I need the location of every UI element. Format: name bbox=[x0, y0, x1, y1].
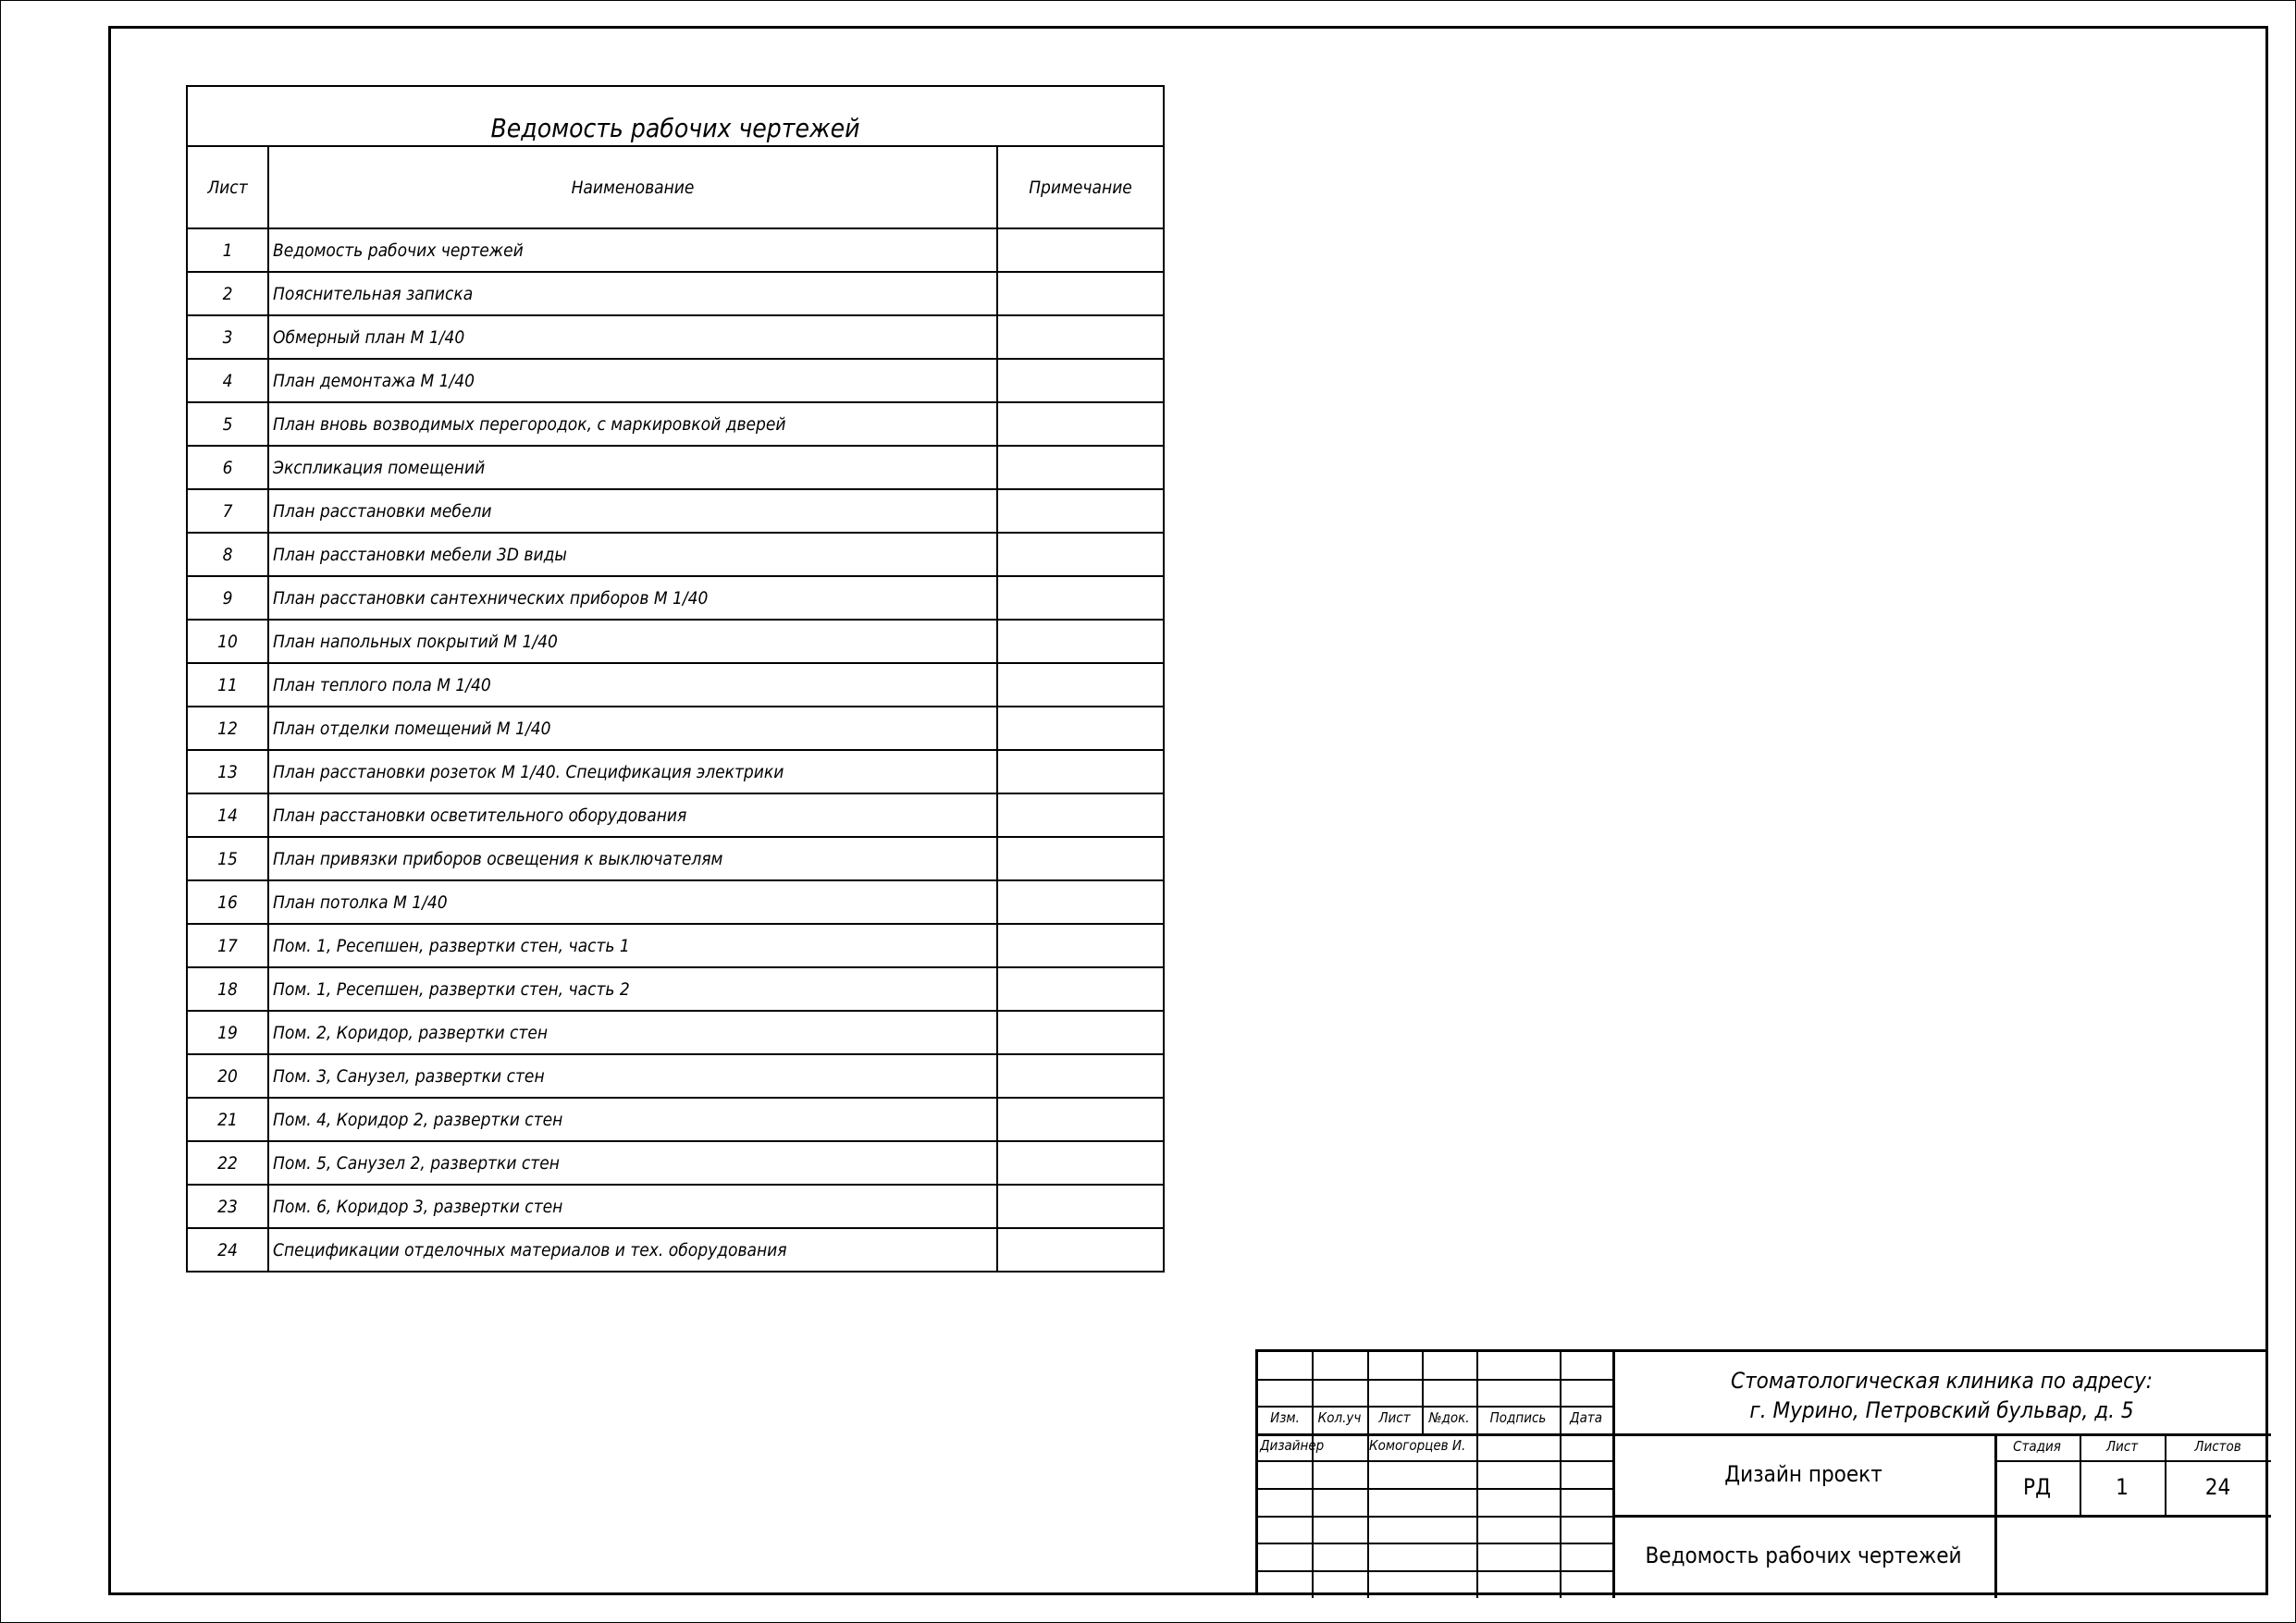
header-name: Наименование bbox=[268, 146, 997, 228]
person-name: Комогорцев И. bbox=[1369, 1437, 1466, 1454]
table-row bbox=[187, 793, 1164, 837]
object-line-1: Стоматологическая клиника по адресу: bbox=[1731, 1368, 2153, 1394]
table-row bbox=[187, 924, 1164, 967]
row-sheet-note bbox=[997, 1011, 1164, 1054]
row-sheet-name: Экспликация помещений bbox=[268, 446, 997, 489]
row-sheet-note bbox=[997, 1054, 1164, 1098]
row-sheet-number: 16 bbox=[187, 880, 268, 924]
row-sheet-name: План расстановки розеток М 1/40. Спецификация электрики bbox=[268, 750, 997, 793]
row-sheet-number: 13 bbox=[187, 750, 268, 793]
table-row bbox=[187, 620, 1164, 663]
row-sheet-number: 1 bbox=[187, 228, 268, 272]
col-list: Лист bbox=[1378, 1409, 1411, 1426]
title-block bbox=[1255, 1349, 2268, 1595]
table-row bbox=[187, 359, 1164, 402]
row-sheet-name: Пом. 6, Коридор 3, развертки стен bbox=[268, 1185, 997, 1228]
table-row bbox=[187, 663, 1164, 707]
table-row bbox=[187, 272, 1164, 315]
table-row bbox=[187, 228, 1164, 272]
row-sheet-name: Пом. 3, Санузел, развертки стен bbox=[268, 1054, 997, 1098]
row-sheet-name: Пом. 5, Санузел 2, развертки стен bbox=[268, 1141, 997, 1185]
row-sheet-note bbox=[997, 359, 1164, 402]
row-sheet-name: Пом. 1, Ресепшен, развертки стен, часть 2 bbox=[268, 967, 997, 1011]
row-sheet-name: План напольных покрытий М 1/40 bbox=[268, 620, 997, 663]
row-sheet-note bbox=[997, 533, 1164, 576]
row-sheet-name: План отделки помещений М 1/40 bbox=[268, 707, 997, 750]
table-row bbox=[187, 576, 1164, 620]
row-sheet-number: 7 bbox=[187, 489, 268, 533]
row-sheet-note bbox=[997, 924, 1164, 967]
table-row bbox=[187, 489, 1164, 533]
row-sheet-number: 17 bbox=[187, 924, 268, 967]
row-sheet-note bbox=[997, 1098, 1164, 1141]
row-sheet-number: 21 bbox=[187, 1098, 268, 1141]
sheet-list-title: Ведомость рабочих чертежей bbox=[187, 86, 1164, 146]
row-sheet-number: 10 bbox=[187, 620, 268, 663]
row-sheet-number: 15 bbox=[187, 837, 268, 880]
row-sheet-name: План потолка М 1/40 bbox=[268, 880, 997, 924]
table-row bbox=[187, 315, 1164, 359]
row-sheet-note bbox=[997, 750, 1164, 793]
row-sheet-name: План теплого пола М 1/40 bbox=[268, 663, 997, 707]
row-sheet-name: Пояснительная записка bbox=[268, 272, 997, 315]
row-sheet-number: 8 bbox=[187, 533, 268, 576]
row-sheet-name: Ведомость рабочих чертежей bbox=[268, 228, 997, 272]
sheet-list-table bbox=[186, 85, 1165, 1273]
row-sheet-note bbox=[997, 272, 1164, 315]
drawing-title: Ведомость рабочих чертежей bbox=[1645, 1543, 1962, 1568]
sheet-label: Лист bbox=[2105, 1438, 2139, 1455]
table-row bbox=[187, 837, 1164, 880]
row-sheet-name: План расстановки сантехнических приборов М 1/40 bbox=[268, 576, 997, 620]
row-sheet-note bbox=[997, 967, 1164, 1011]
row-sheet-number: 5 bbox=[187, 402, 268, 446]
row-sheet-note bbox=[997, 1228, 1164, 1272]
project-type: Дизайн проект bbox=[1724, 1461, 1882, 1487]
sheets-value: 24 bbox=[2204, 1474, 2231, 1500]
row-sheet-note bbox=[997, 620, 1164, 663]
row-sheet-note bbox=[997, 489, 1164, 533]
row-sheet-note bbox=[997, 663, 1164, 707]
col-data: Дата bbox=[1570, 1409, 1602, 1426]
stage-value: РД bbox=[2023, 1474, 2051, 1500]
row-sheet-name: План демонтажа М 1/40 bbox=[268, 359, 997, 402]
row-sheet-name: Пом. 4, Коридор 2, развертки стен bbox=[268, 1098, 997, 1141]
row-sheet-number: 19 bbox=[187, 1011, 268, 1054]
table-row bbox=[187, 967, 1164, 1011]
sheet-value: 1 bbox=[2116, 1474, 2129, 1500]
row-sheet-note bbox=[997, 707, 1164, 750]
table-row bbox=[187, 1185, 1164, 1228]
row-sheet-number: 23 bbox=[187, 1185, 268, 1228]
row-sheet-number: 18 bbox=[187, 967, 268, 1011]
row-sheet-name: План вновь возводимых перегородок, с маркировкой дверей bbox=[268, 402, 997, 446]
row-sheet-note bbox=[997, 880, 1164, 924]
table-row bbox=[187, 880, 1164, 924]
header-note: Примечание bbox=[997, 146, 1164, 228]
row-sheet-note bbox=[997, 1185, 1164, 1228]
row-sheet-name: Спецификации отделочных материалов и тех. оборудования bbox=[268, 1228, 997, 1272]
row-sheet-note bbox=[997, 837, 1164, 880]
row-sheet-number: 22 bbox=[187, 1141, 268, 1185]
row-sheet-number: 11 bbox=[187, 663, 268, 707]
table-row bbox=[187, 1098, 1164, 1141]
stage-label: Стадия bbox=[2013, 1438, 2061, 1455]
table-row bbox=[187, 446, 1164, 489]
row-sheet-name: Пом. 1, Ресепшен, развертки стен, часть 1 bbox=[268, 924, 997, 967]
row-sheet-number: 14 bbox=[187, 793, 268, 837]
row-sheet-note bbox=[997, 576, 1164, 620]
col-podpis: Подпись bbox=[1489, 1409, 1547, 1426]
row-sheet-number: 24 bbox=[187, 1228, 268, 1272]
table-row bbox=[187, 533, 1164, 576]
row-sheet-note bbox=[997, 402, 1164, 446]
object-line-2: г. Мурино, Петровский бульвар, д. 5 bbox=[1749, 1397, 2134, 1423]
row-sheet-number: 3 bbox=[187, 315, 268, 359]
row-sheet-name: Обмерный план М 1/40 bbox=[268, 315, 997, 359]
table-row bbox=[187, 1228, 1164, 1272]
table-row bbox=[187, 750, 1164, 793]
table-row bbox=[187, 1141, 1164, 1185]
row-sheet-note bbox=[997, 228, 1164, 272]
row-sheet-note bbox=[997, 446, 1164, 489]
row-sheet-name: План расстановки мебели bbox=[268, 489, 997, 533]
row-sheet-number: 9 bbox=[187, 576, 268, 620]
row-sheet-note bbox=[997, 315, 1164, 359]
role-designer: Дизайнер bbox=[1260, 1437, 1325, 1454]
row-sheet-number: 12 bbox=[187, 707, 268, 750]
row-sheet-number: 20 bbox=[187, 1054, 268, 1098]
col-kol-uch: Кол.уч bbox=[1317, 1409, 1362, 1426]
row-sheet-number: 4 bbox=[187, 359, 268, 402]
row-sheet-name: План привязки приборов освещения к выключателям bbox=[268, 837, 997, 880]
row-sheet-name: Пом. 2, Коридор, развертки стен bbox=[268, 1011, 997, 1054]
row-sheet-name: План расстановки осветительного оборудования bbox=[268, 793, 997, 837]
table-row bbox=[187, 1011, 1164, 1054]
row-sheet-note bbox=[997, 1141, 1164, 1185]
row-sheet-note bbox=[997, 793, 1164, 837]
sheets-label: Листов bbox=[2194, 1438, 2241, 1455]
table-row bbox=[187, 402, 1164, 446]
col-izm: Изм. bbox=[1270, 1409, 1300, 1426]
col-ndok: №док. bbox=[1428, 1409, 1470, 1426]
table-row bbox=[187, 1054, 1164, 1098]
table-row bbox=[187, 707, 1164, 750]
row-sheet-name: План расстановки мебели 3D виды bbox=[268, 533, 997, 576]
header-sheet: Лист bbox=[187, 146, 268, 228]
row-sheet-number: 2 bbox=[187, 272, 268, 315]
row-sheet-number: 6 bbox=[187, 446, 268, 489]
